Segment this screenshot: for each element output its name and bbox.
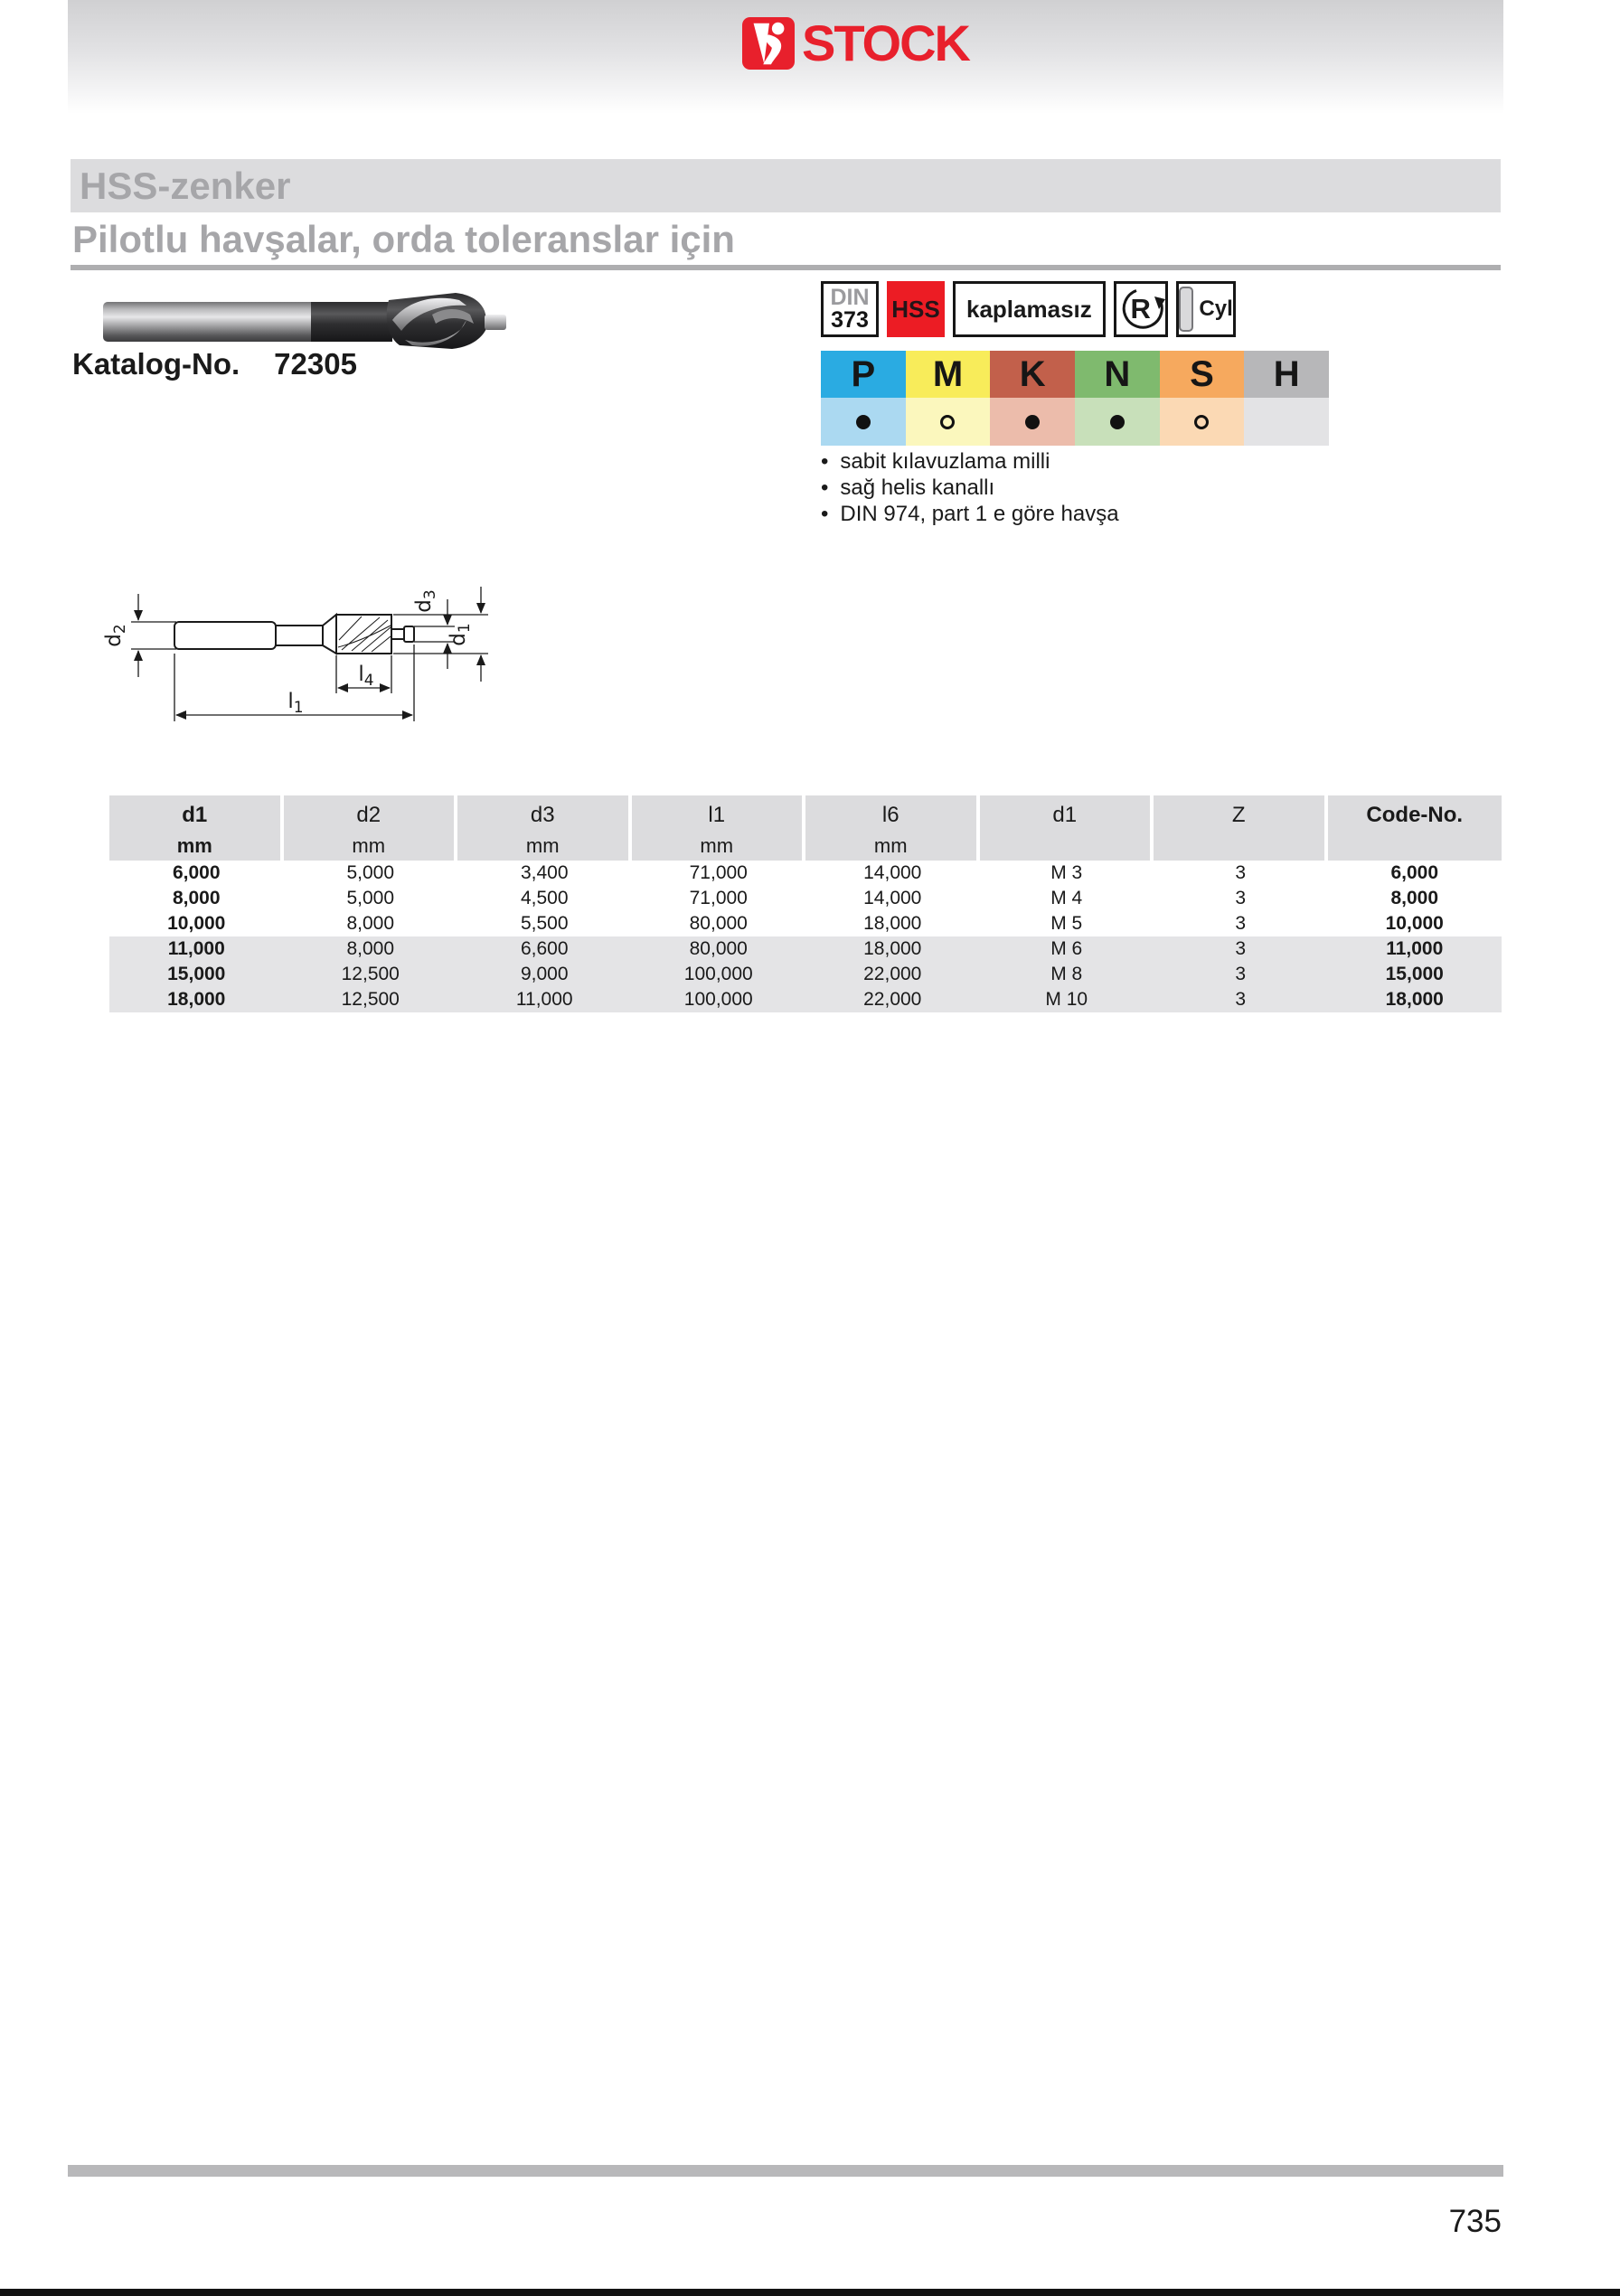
stock-logo-icon — [742, 17, 795, 70]
column-header: d1 — [980, 795, 1154, 861]
rotation-badge — [1114, 281, 1168, 337]
header-band — [68, 0, 1503, 114]
shank-badge — [1176, 281, 1236, 337]
spec-table-header — [109, 795, 1502, 861]
subtitle-rule — [71, 265, 1501, 270]
spec-table-body — [109, 861, 1502, 1012]
suitability-cell — [821, 398, 906, 446]
suitability-cell — [1160, 398, 1245, 446]
page-number: 735 — [1448, 2204, 1502, 2239]
spec-cell: 10,000 — [167, 913, 226, 934]
suitability-cell — [1075, 398, 1160, 446]
suitability-cell — [990, 398, 1075, 446]
dimension-diagram — [86, 572, 493, 730]
application-column — [990, 351, 1075, 446]
spec-cell: 3,400 — [520, 862, 569, 883]
spec-cell: 18,000 — [863, 938, 922, 959]
spec-cell: 8,000 — [1390, 888, 1439, 908]
spec-cell: 11,000 — [515, 989, 573, 1010]
material-group-header: P — [821, 351, 906, 398]
suitability-dot — [856, 415, 871, 429]
din-number: 373 — [831, 307, 869, 333]
brand-name: STOCK — [802, 14, 969, 71]
bottom-bar — [0, 2289, 1620, 2296]
spec-cell: 8,000 — [346, 913, 395, 934]
spec-cell: M 5 — [1050, 913, 1083, 934]
catalog-number: 72305 — [274, 347, 357, 381]
column-header: l6 mm — [805, 795, 980, 861]
catalog-number-line — [72, 347, 357, 381]
bullet-glyph: • — [821, 475, 829, 500]
spec-cell: 3 — [1235, 938, 1247, 959]
material-application-table — [821, 351, 1329, 446]
bullet-glyph: • — [821, 502, 829, 526]
spec-cell: 5,500 — [520, 913, 569, 934]
spec-cell: 71,000 — [689, 888, 748, 908]
spec-cell: 100,000 — [683, 989, 753, 1010]
application-column — [906, 351, 991, 446]
spec-cell: 71,000 — [689, 862, 748, 883]
spec-row — [109, 962, 1502, 987]
coating-badge: kaplamasız — [953, 281, 1106, 337]
catalog-label: Katalog-No. — [72, 347, 240, 381]
spec-cell: 3 — [1235, 964, 1247, 984]
spec-cell: 4,500 — [520, 888, 569, 908]
spec-cell: 3 — [1235, 913, 1247, 934]
material-group-header: H — [1244, 351, 1329, 398]
spec-cell: 11,000 — [167, 938, 225, 959]
spec-cell: 18,000 — [863, 913, 922, 934]
spec-cell: 11,000 — [1386, 938, 1444, 959]
spec-cell: 6,000 — [1390, 862, 1439, 883]
spec-cell: 9,000 — [520, 964, 569, 984]
column-header: l1 mm — [632, 795, 806, 861]
spec-cell: 14,000 — [863, 888, 922, 908]
feature-list — [821, 448, 1119, 527]
suitability-dot — [1110, 415, 1125, 429]
column-header: Code-No. — [1328, 795, 1502, 861]
spec-cell: 10,000 — [1385, 913, 1444, 934]
application-column — [821, 351, 906, 446]
application-column — [1244, 351, 1329, 446]
spec-cell: 8,000 — [172, 888, 221, 908]
spec-cell: 3 — [1235, 862, 1247, 883]
spec-cell: 5,000 — [346, 888, 395, 908]
dim-label-d2: $d_2$ — [102, 624, 129, 647]
material-group-header: S — [1160, 351, 1245, 398]
spec-cell: M 10 — [1045, 989, 1088, 1010]
spec-row — [109, 886, 1502, 911]
list-item — [821, 501, 1119, 527]
spec-cell: 80,000 — [689, 938, 748, 959]
spec-cell: 22,000 — [863, 964, 922, 984]
feature-text: sağ helis kanallı — [840, 475, 995, 500]
spec-cell: 8,000 — [346, 938, 395, 959]
spec-row — [109, 936, 1502, 962]
spec-cell: 80,000 — [689, 913, 748, 934]
suitability-dot — [940, 415, 955, 429]
spec-cell: 18,000 — [167, 989, 226, 1010]
column-header: d2 mm — [284, 795, 458, 861]
dim-label-d3: $d_3$ — [412, 589, 439, 613]
footer-rule — [68, 2165, 1503, 2177]
dim-label-l4: $l_4$ — [358, 663, 374, 690]
badge-row — [821, 281, 1236, 337]
spec-cell: 15,000 — [167, 964, 226, 984]
dim-label-l1: $l_1$ — [287, 690, 304, 717]
section-subtitle: Pilotlu havşalar, orda toleranslar için — [72, 218, 735, 260]
material-group-header: N — [1075, 351, 1160, 398]
spec-cell: 3 — [1235, 888, 1247, 908]
spec-cell: M 4 — [1050, 888, 1083, 908]
spec-cell: 12,500 — [341, 989, 400, 1010]
column-header: Z — [1154, 795, 1328, 861]
spec-row — [109, 861, 1502, 886]
column-header: d1 mm — [109, 795, 284, 861]
application-column — [1075, 351, 1160, 446]
spec-cell: M 6 — [1050, 938, 1083, 959]
spec-cell: 3 — [1235, 989, 1247, 1010]
material-badge: HSS — [887, 281, 945, 337]
spec-row — [109, 911, 1502, 936]
spec-cell: M 8 — [1050, 964, 1083, 984]
rotation-direction-label: R — [1130, 293, 1151, 325]
din-label: DIN — [830, 285, 870, 310]
material-group-header: K — [990, 351, 1075, 398]
suitability-dot — [1025, 415, 1040, 429]
column-header: d3 mm — [457, 795, 632, 861]
brand-logo — [742, 16, 969, 71]
spec-cell: 15,000 — [1385, 964, 1444, 984]
spec-cell: 6,000 — [172, 862, 221, 883]
spec-cell: 22,000 — [863, 989, 922, 1010]
spec-row — [109, 987, 1502, 1012]
spec-cell: 14,000 — [863, 862, 922, 883]
din-badge — [821, 281, 879, 337]
list-item — [821, 475, 1119, 501]
suitability-dot — [1194, 415, 1209, 429]
spec-cell: 5,000 — [346, 862, 395, 883]
section-title-bar — [71, 159, 1501, 212]
dim-label-d1: $d_1$ — [447, 623, 474, 646]
spec-cell: 18,000 — [1385, 989, 1444, 1010]
bullet-glyph: • — [821, 449, 829, 474]
spec-table — [109, 795, 1502, 1012]
material-group-header: M — [906, 351, 991, 398]
spec-cell: M 3 — [1050, 862, 1083, 883]
application-column — [1160, 351, 1245, 446]
list-item — [821, 448, 1119, 475]
suitability-cell — [906, 398, 991, 446]
spec-cell: 100,000 — [683, 964, 753, 984]
spec-cell: 6,600 — [520, 938, 569, 959]
suitability-cell — [1244, 398, 1329, 446]
feature-text: DIN 974, part 1 e göre havşa — [840, 502, 1119, 526]
feature-text: sabit kılavuzlama milli — [840, 449, 1050, 474]
section-title: HSS-zenker — [80, 165, 291, 207]
spec-cell: 12,500 — [341, 964, 400, 984]
cylindrical-shank-icon — [1179, 287, 1194, 332]
shank-label: Cyl — [1199, 296, 1233, 321]
